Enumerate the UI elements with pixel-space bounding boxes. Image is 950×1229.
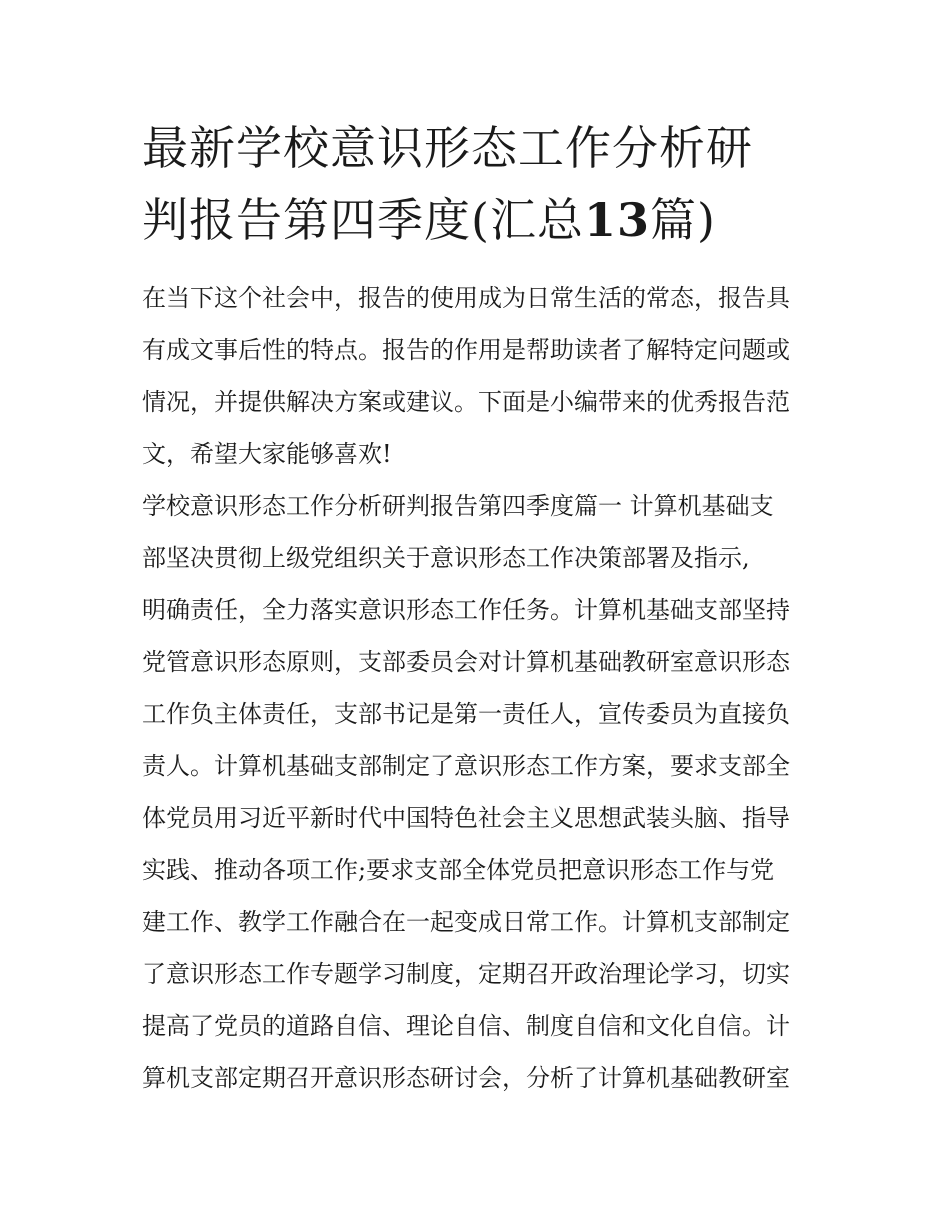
title-line-2-end: 篇) [649,193,716,247]
body-line: 工作负主体责任，支部书记是第一责任人，宣传委员为直接负 [142,700,790,728]
body-line: 提高了党员的道路自信、理论自信、制度自信和文化自信。计 [142,1012,790,1040]
body-line: 建工作、教学工作融合在一起变成日常工作。计算机支部制定 [142,908,790,936]
body-line: 党管意识形态原则，支部委员会对计算机基础教研室意识形态 [142,648,790,676]
document-page [142,112,814,1104]
body-line: 文，希望大家能够喜欢! [142,440,392,468]
document-body [142,272,814,1104]
title-line-1: 最新学校意识形态工作分析研 [142,121,753,175]
document-title [142,112,814,256]
body-line: 体党员用习近平新时代中国特色社会主义思想武装头脑、指导 [142,804,790,832]
body-line: 责人。计算机基础支部制定了意识形态工作方案，要求支部全 [142,752,790,780]
title-line-2-text: 判报告第四季度(汇总 [142,193,584,247]
body-line: 情况，并提供解决方案或建议。下面是小编带来的优秀报告范 [142,388,790,416]
body-line: 算机支部定期召开意识形态研讨会，分析了计算机基础教研室 [142,1064,790,1092]
title-count: 13 [583,193,650,247]
body-line: 实践、推动各项工作;要求支部全体党员把意识形态工作与党 [142,856,775,884]
body-line: 有成文事后性的特点。报告的作用是帮助读者了解特定问题或 [142,336,790,364]
body-line: 明确责任，全力落实意识形态工作任务。计算机基础支部坚持 [142,596,790,624]
body-line: 在当下这个社会中，报告的使用成为日常生活的常态，报告具 [142,284,790,312]
body-line: 学校意识形态工作分析研判报告第四季度篇一 计算机基础支 [142,492,774,520]
title-line-2 [142,184,814,256]
body-line: 部坚决贯彻上级党组织关于意识形态工作决策部署及指示, [142,544,750,572]
body-line: 了意识形态工作专题学习制度，定期召开政治理论学习，切实 [142,960,790,988]
